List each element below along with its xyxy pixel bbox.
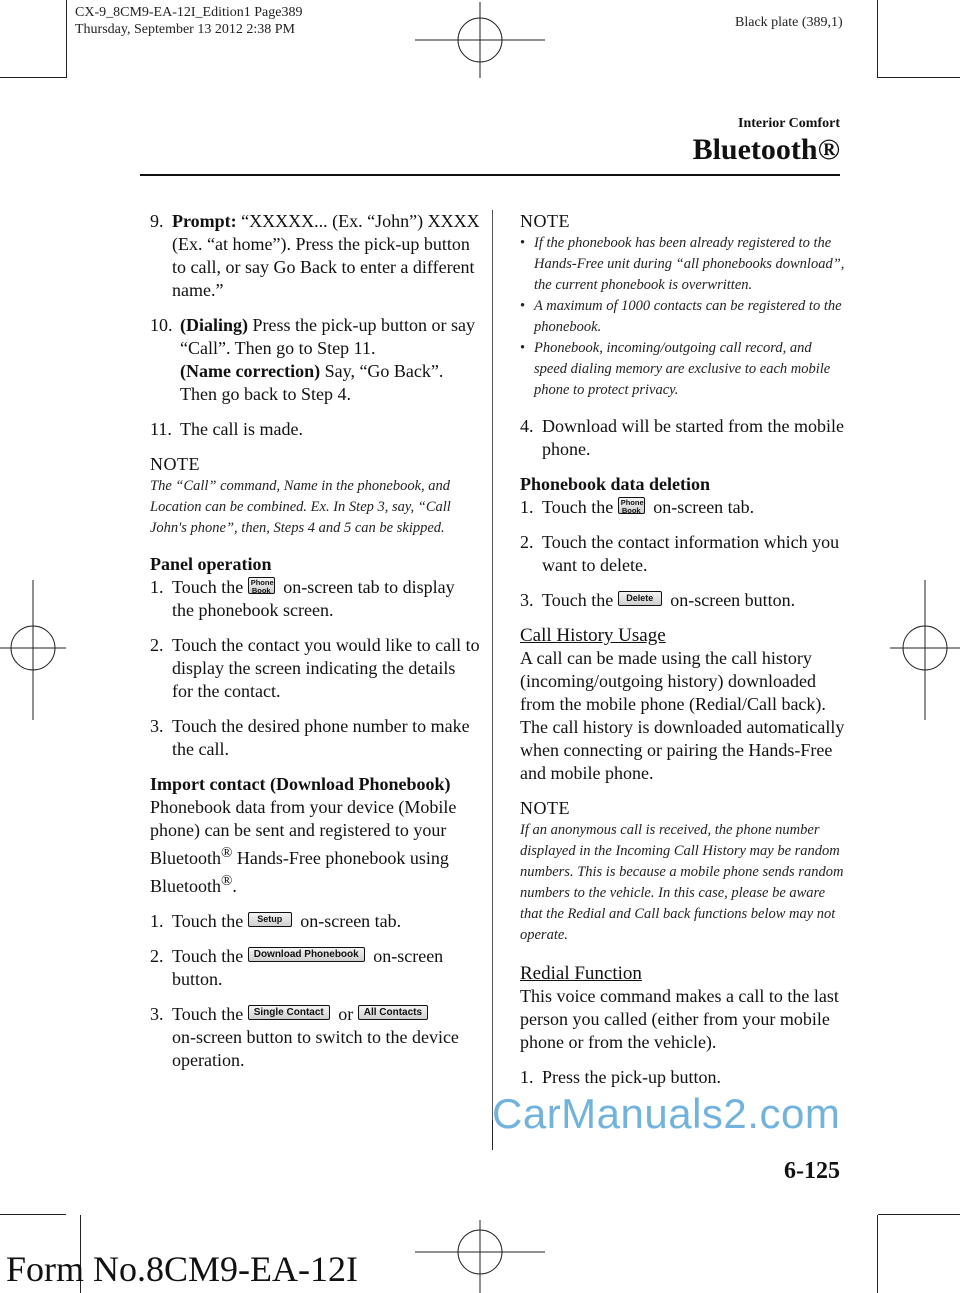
note-heading-2: NOTE (520, 798, 570, 818)
deletion-step-1: 1. Touch the Phone Book on-screen tab. (520, 497, 755, 517)
header-rule (140, 174, 840, 176)
print-date-line: Thursday, September 13 2012 2:38 PM (75, 22, 295, 37)
single-contact-button-icon: Single Contact (248, 1005, 330, 1020)
call-history-paragraph: A call can be made using the call history (incoming/outgoing history) downloaded from the mobile phone (Redial/Call back). The call history is downloaded automatically when connecting or pairing the Hands-Free and mobile phone. (520, 648, 845, 783)
import-paragraph: Phonebook data from your device (Mobile phone) can be sent and registered to your Bluetooth® Hands-Free phonebook using Bluetooth®. (150, 797, 457, 896)
page-title: Bluetooth® (692, 133, 840, 166)
import-step-2: 2. Touch the Download Phonebook on-screen button. (150, 946, 444, 989)
print-file-info (75, 4, 302, 38)
registration-mark-bottom (415, 1220, 545, 1293)
note-heading: NOTE (150, 454, 200, 474)
step-9: 9. Prompt: “XXXXX... (Ex. “John”) XXXX (Ex. “at home”). Press the pick-up button to call, or say Go Back to enter a different name.” (150, 211, 480, 300)
watermark-text: CarManuals2.com (492, 1090, 841, 1137)
step-10: 10. (Dialing) Press the pick-up button or say “Call”. Then go to Step 11. (Name correction) Say, “Go Back”. Then go back to Step 4. (150, 315, 475, 404)
redial-step-1: 1. Press the pick-up button. (520, 1067, 721, 1087)
panel-step-3: 3. Touch the desired phone number to make the call. (150, 716, 470, 759)
note-text: The “Call” command, Name in the phonebook, and Location can be combined. Ex. In Step 3, say, “Call John's phone”, then, Steps 4 and 5 can be skipped. (150, 478, 451, 536)
note-bullet: • If the phonebook has been already registered to the Hands-Free unit during “all phonebooks download”, the current phonebook is overwritten. (520, 235, 845, 293)
phonebook-tab-icon: Phone Book (248, 577, 275, 594)
panel-step-1: 1. Touch the Phone Book on-screen tab to display the phonebook screen. (150, 577, 455, 620)
import-step-1: 1. Touch the Setup on-screen tab. (150, 911, 402, 931)
phonebook-tab-icon: Phone Book (618, 497, 645, 514)
step-11: 11. The call is made. (150, 419, 303, 439)
import-step-3: 3. Touch the Single Contact or All Contacts on-screen button to switch to the device operation. (150, 1004, 459, 1070)
redial-paragraph: This voice command makes a call to the last person you called (either from your mobile phone or from the vehicle). (520, 986, 839, 1052)
import-contact-heading: Import contact (Download Phonebook) (150, 774, 451, 794)
phonebook-deletion-heading: Phonebook data deletion (520, 474, 711, 494)
print-file-line: CX-9_8CM9-EA-12I_Edition1 Page389 (75, 5, 303, 20)
note-heading-right: NOTE (520, 211, 570, 231)
panel-operation-heading: Panel operation (150, 554, 272, 574)
registration-mark-left (0, 580, 66, 720)
note-bullets (520, 233, 845, 401)
registration-mark-right (890, 580, 960, 720)
form-number: Form No.8CM9-EA-12I (6, 1249, 358, 1289)
deletion-step-2: 2. Touch the contact information which you want to delete. (520, 532, 840, 575)
note-bullet: • Phonebook, incoming/outgoing call record, and speed dialing memory are exclusive to each mobile phone to protect privacy. (520, 340, 831, 398)
right-column (520, 210, 845, 1101)
page-number: 6-125 (784, 1158, 840, 1184)
all-contacts-button-icon: All Contacts (358, 1005, 428, 1020)
redial-heading: Redial Function (520, 963, 642, 984)
call-history-heading: Call History Usage (520, 625, 666, 646)
section-label: Interior Comfort (738, 116, 840, 131)
registration-mark-top (415, 2, 545, 78)
panel-step-2: 2. Touch the contact you would like to call to display the screen indicating the details for the contact. (150, 635, 480, 701)
column-divider (492, 210, 493, 1120)
download-phonebook-button-icon: Download Phonebook (248, 947, 365, 962)
delete-button-icon: Delete (618, 591, 662, 606)
left-column (150, 210, 480, 1084)
plate-info: Black plate (389,1) (735, 15, 843, 30)
note-bullet: • A maximum of 1000 contacts can be registered to the phonebook. (520, 298, 842, 335)
setup-tab-icon: Setup (248, 912, 292, 927)
note-text-2: If an anonymous call is received, the phone number displayed in the Incoming Call History may be random numbers. This is because a mobile phone sends random numbers to the vehicle. In this case, please be aware that the Redial and Call back functions below may not operate. (520, 822, 844, 943)
import-step-4: 4. Download will be started from the mobile phone. (520, 416, 844, 459)
deletion-step-3: 3. Touch the Delete on-screen button. (520, 590, 796, 610)
